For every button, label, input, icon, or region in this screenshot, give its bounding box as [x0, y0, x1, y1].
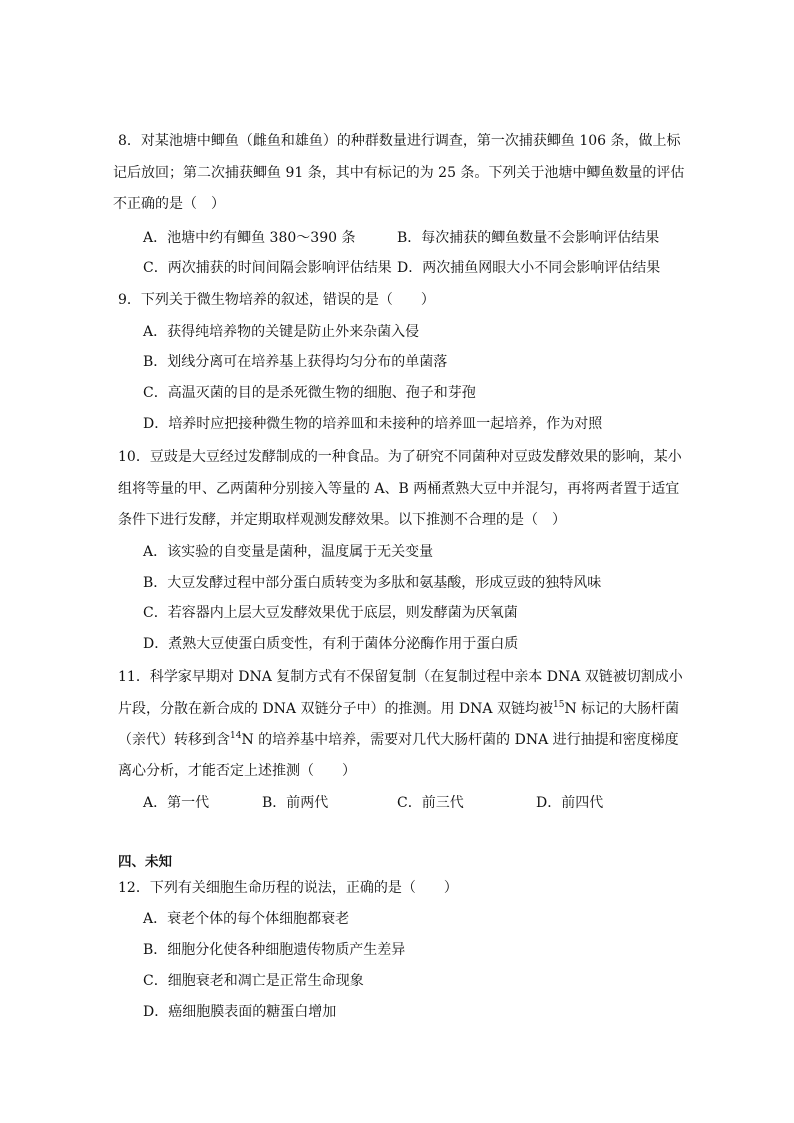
- q10-option-b: B．大豆发酵过程中部分蛋白质转变为多肽和氨基酸，形成豆豉的独特风味: [143, 575, 602, 591]
- q12-option-c: C．细胞衰老和凋亡是正常生命现象: [143, 973, 364, 989]
- q8-option-a: A．池塘中约有鲫鱼 380～390 条: [143, 230, 356, 246]
- q9-option-b: B．划线分离可在培养基上获得均匀分布的单菌落: [143, 354, 448, 370]
- q11-stem-line-2: [118, 699, 679, 719]
- q11-stem-line-1: 11．科学家早期对 DNA 复制方式有不保留复制（在复制过程中亲本 DNA 双链被切割成小: [118, 669, 683, 685]
- section-title: 四、未知: [118, 854, 172, 870]
- q12-option-b: B．细胞分化使各种细胞遗传物质产生差异: [143, 942, 406, 958]
- q10-option-c: C．若容器内上层大豆发酵效果优于底层，则发酵菌为厌氧菌: [143, 605, 518, 621]
- q12-stem: 12．下列有关细胞生命历程的说法，正确的是（ ）: [118, 880, 458, 896]
- q11-isotope-14: 14: [230, 731, 242, 741]
- q11-option-b: B．前两代: [262, 795, 329, 811]
- q11-stem-line-4: 离心分析，才能否定上述推测（ ）: [118, 763, 356, 779]
- q11-stem-line-2-text: 片段，分散在新合成的 DNA 双链分子中）的推测。用 DNA 双链均被: [118, 701, 553, 717]
- q8-stem-line-3: 不正确的是（ ）: [113, 196, 225, 212]
- q8-option-b: B．每次捕获的鲫鱼数量不会影响评估结果: [397, 230, 660, 246]
- q11-stem-line-3: [118, 730, 679, 750]
- q8-stem-line-1: 8．对某池塘中鲫鱼（雌鱼和雄鱼）的种群数量进行调查，第一次捕获鲫鱼 106 条，做上标: [118, 133, 681, 149]
- q8-option-c: C．两次捕获的时间间隔会影响评估结果: [143, 260, 392, 276]
- q11-option-a: A．第一代: [143, 795, 210, 811]
- q11-option-c: C．前三代: [397, 795, 464, 811]
- q12-option-a: A．衰老个体的每个体细胞都衰老: [143, 911, 350, 927]
- q11-stem-line-3-text: （亲代）转移到含: [118, 732, 230, 748]
- q8-stem-line-2: 记后放回；第二次捕获鲫鱼 91 条，其中有标记的为 25 条。下列关于池塘中鲫鱼数量的评估: [113, 165, 685, 181]
- q8-option-d: D．两次捕鱼网眼大小不同会影响评估结果: [397, 260, 661, 276]
- q11-option-d: D．前四代: [536, 795, 604, 811]
- q10-stem-line-1: 10．豆豉是大豆经过发酵制成的一种食品。为了研究不同菌种对豆豉发酵效果的影响，某小: [118, 449, 682, 465]
- q10-option-a: A．该实验的自变量是菌种，温度属于无关变量: [143, 544, 434, 560]
- q10-stem-line-2: 组将等量的甲、乙两菌种分别接入等量的 A、B 两桶煮熟大豆中并混匀，再将两者置于适宜: [118, 481, 680, 497]
- q9-option-a: A．获得纯培养物的关键是防止外来杂菌入侵: [143, 324, 420, 340]
- q9-stem: 9．下列关于微生物培养的叙述，错误的是（ ）: [118, 292, 435, 308]
- q9-option-c: C．高温灭菌的目的是杀死微生物的细胞、孢子和芽孢: [143, 385, 476, 401]
- q12-option-d: D．癌细胞膜表面的糖蛋白增加: [143, 1004, 337, 1020]
- q11-isotope-15: 15: [552, 700, 565, 710]
- q9-option-d: D．培养时应把接种微生物的培养皿和未接种的培养皿一起培养，作为对照: [143, 416, 603, 432]
- q10-option-d: D．煮熟大豆使蛋白质变性，有利于菌体分泌酶作用于蛋白质: [143, 636, 519, 652]
- q10-stem-line-3: 条件下进行发酵，并定期取样观测发酵效果。以下推测不合理的是（ ）: [118, 512, 566, 528]
- q11-stem-line-3-end: N 的培养基中培养，需要对几代大肠杆菌的 DNA 进行抽提和密度梯度: [241, 732, 679, 748]
- q11-stem-line-2-end: N 标记的大肠杆菌: [564, 701, 680, 717]
